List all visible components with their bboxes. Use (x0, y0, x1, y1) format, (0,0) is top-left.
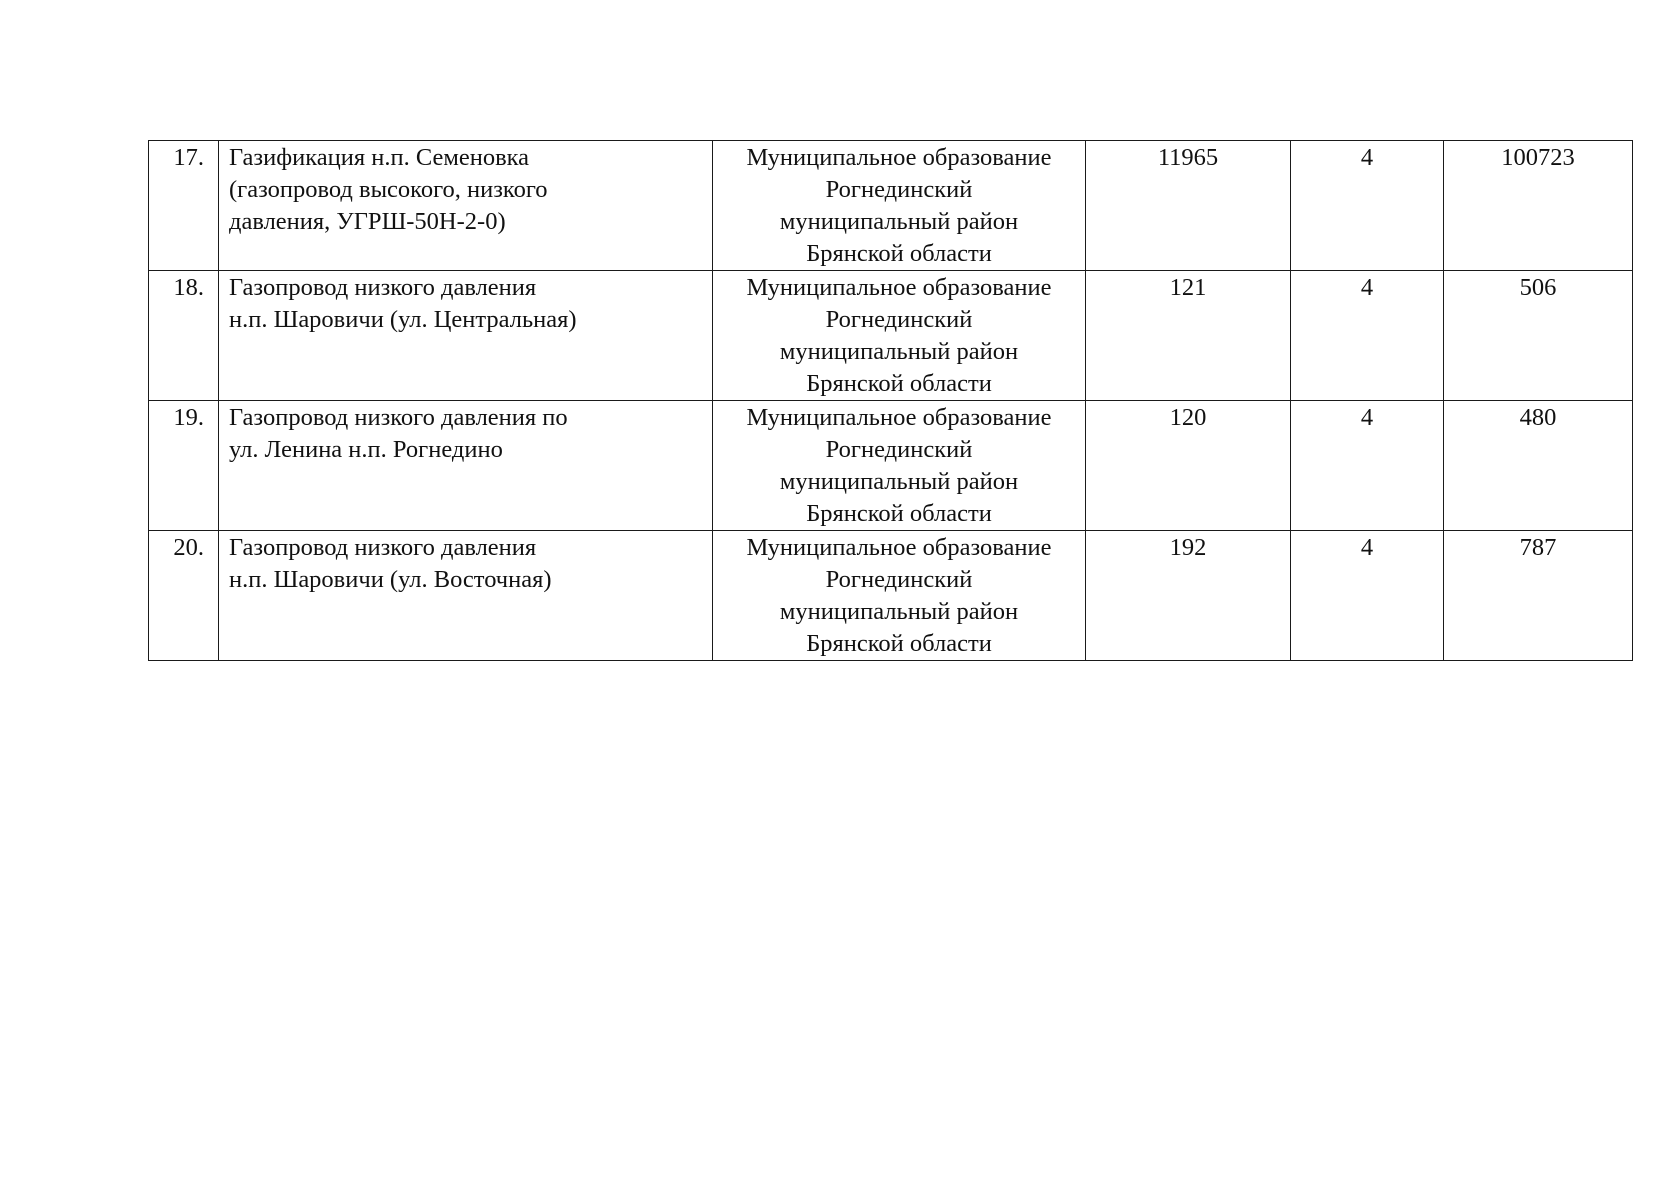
table-row (149, 401, 1633, 531)
value-cell-2: 4 (1291, 401, 1444, 531)
owner-name (713, 401, 1086, 531)
owner-line: муниципальный район (779, 468, 1019, 495)
owner-line: Брянской области (806, 630, 992, 657)
object-name (219, 401, 713, 531)
table-row (149, 141, 1633, 271)
object-name (219, 141, 713, 271)
owner-line: муниципальный район (779, 598, 1019, 625)
owner-line: Брянской области (806, 370, 992, 397)
object-name-line: ул. Ленина н.п. Рогнедино (229, 436, 503, 463)
owner-line: Брянской области (806, 500, 992, 527)
owner-name (713, 271, 1086, 401)
owner-line: Рогнединский (825, 566, 973, 593)
value-cell-1: 11965 (1086, 141, 1291, 271)
table-row (149, 271, 1633, 401)
owner-line: муниципальный район (779, 338, 1019, 365)
owner-line: Муниципальное образование (746, 404, 1052, 431)
row-number: 20. (149, 531, 219, 661)
object-name-line: Газопровод низкого давления по (229, 404, 568, 431)
object-name-line: Газопровод низкого давления (229, 274, 537, 301)
owner-line: Муниципальное образование (746, 534, 1052, 561)
value-cell-1: 192 (1086, 531, 1291, 661)
value-cell-2: 4 (1291, 271, 1444, 401)
value-cell-3: 506 (1444, 271, 1633, 401)
row-number: 19. (149, 401, 219, 531)
object-name-line: н.п. Шаровичи (ул. Центральная) (229, 306, 577, 333)
object-name-line: давления, УГРШ-50Н-2-0) (229, 208, 506, 235)
value-cell-2: 4 (1291, 141, 1444, 271)
object-name (219, 271, 713, 401)
gas-pipeline-table (148, 140, 1633, 661)
owner-line: Рогнединский (825, 306, 973, 333)
object-name-line: н.п. Шаровичи (ул. Восточная) (229, 566, 552, 593)
owner-line: Муниципальное образование (746, 144, 1052, 171)
value-cell-3: 787 (1444, 531, 1633, 661)
owner-name (713, 141, 1086, 271)
value-cell-3: 100723 (1444, 141, 1633, 271)
owner-line: муниципальный район (779, 208, 1019, 235)
value-cell-1: 120 (1086, 401, 1291, 531)
object-name (219, 531, 713, 661)
object-name-line: Газификация н.п. Семеновка (229, 144, 530, 171)
object-name-line: (газопровод высокого, низкого (229, 176, 548, 203)
row-number: 18. (149, 271, 219, 401)
owner-line: Рогнединский (825, 436, 973, 463)
value-cell-3: 480 (1444, 401, 1633, 531)
value-cell-1: 121 (1086, 271, 1291, 401)
owner-line: Муниципальное образование (746, 274, 1052, 301)
owner-line: Рогнединский (825, 176, 973, 203)
owner-line: Брянской области (806, 240, 992, 267)
object-name-line: Газопровод низкого давления (229, 534, 537, 561)
row-number: 17. (149, 141, 219, 271)
table-row (149, 531, 1633, 661)
owner-name (713, 531, 1086, 661)
value-cell-2: 4 (1291, 531, 1444, 661)
